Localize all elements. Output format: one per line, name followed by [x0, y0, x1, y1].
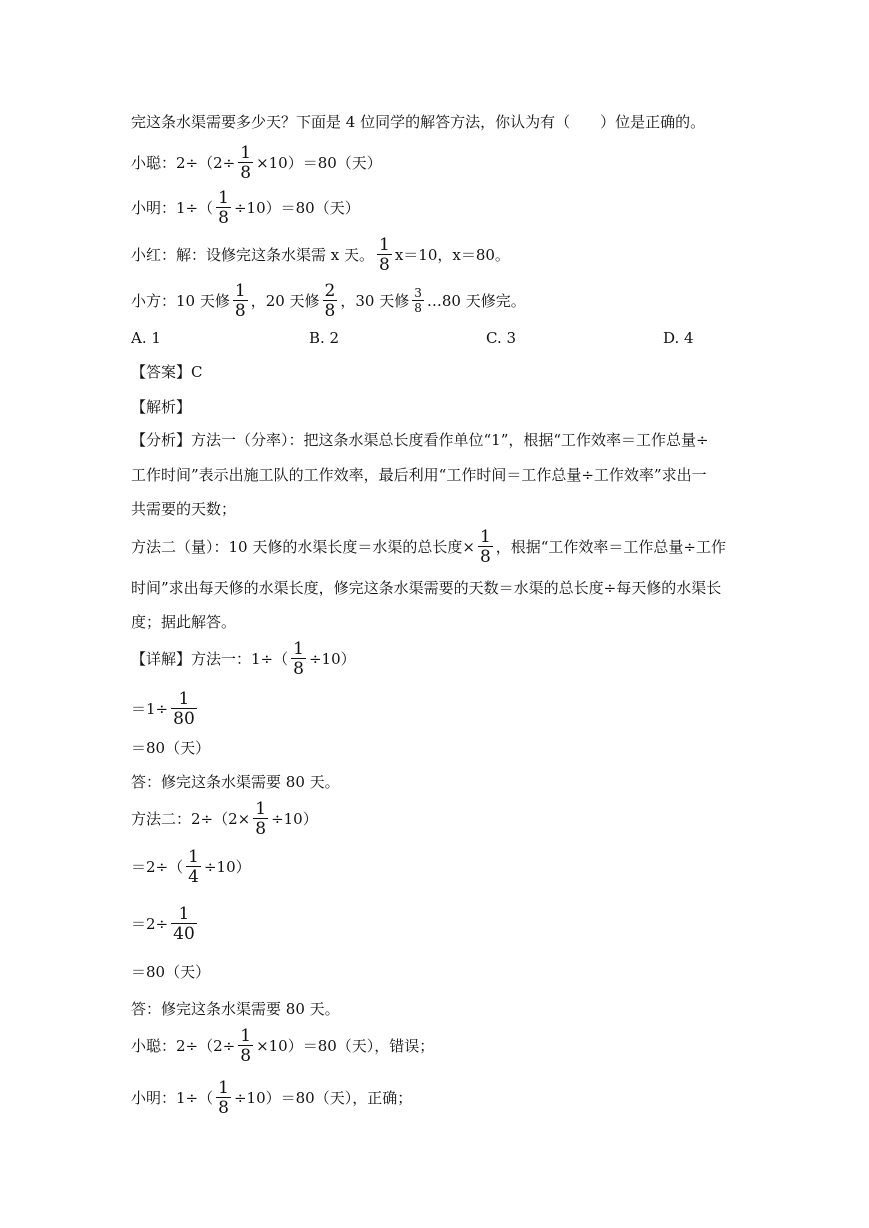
text: ＝2÷（	[131, 858, 184, 876]
detail-line	[131, 1027, 434, 1065]
method-xiaoming	[131, 189, 360, 227]
text: 答：修完这条水渠需要 80 天。	[131, 1000, 340, 1018]
text: ×10）＝80（天）	[256, 154, 382, 172]
denominator: 40	[173, 924, 195, 944]
text: ×10）＝80（天），错误；	[256, 1037, 435, 1055]
text: 小红：解：设修完这条水渠需 x 天。	[131, 246, 374, 264]
analysis-line	[131, 499, 236, 519]
denominator: 8	[240, 163, 252, 183]
detail-line	[131, 772, 340, 792]
analysis-line	[131, 465, 707, 485]
numerator: 1	[255, 799, 267, 819]
numerator: 1	[178, 904, 190, 924]
text: 小聪：2÷（2÷	[131, 1037, 236, 1055]
fraction	[238, 1027, 253, 1065]
text: 度；据此解答。	[131, 613, 237, 631]
choice-b: B. 2	[309, 329, 340, 347]
text: 【详解】方法一：1÷（	[131, 650, 289, 668]
text: ÷10）	[271, 810, 318, 828]
denominator: 8	[479, 547, 491, 567]
fraction	[186, 848, 201, 886]
denominator: 8	[324, 301, 336, 321]
fraction	[171, 690, 197, 728]
fraction	[216, 1079, 231, 1117]
analysis-line	[131, 612, 236, 632]
detail-line	[131, 962, 210, 982]
numerator: 1	[218, 188, 229, 208]
text: 答：修完这条水渠需要 80 天。	[131, 773, 340, 791]
numerator: 1	[234, 281, 246, 301]
detail-line	[131, 690, 200, 728]
fraction	[253, 800, 268, 838]
denominator: 8	[240, 1046, 252, 1066]
detail-line	[131, 800, 318, 838]
numerator: 1	[178, 689, 190, 709]
method-xiaofang	[131, 282, 526, 320]
text: 共需要的天数；	[131, 500, 237, 518]
text: ，30 天修	[340, 292, 410, 310]
analysis-heading-text: 【解析】	[131, 398, 192, 416]
denominator: 4	[188, 867, 199, 887]
fraction	[233, 282, 248, 320]
fraction	[377, 236, 392, 274]
text: 小明：1÷（	[131, 1089, 214, 1107]
text: ÷10）＝80（天），正确；	[233, 1089, 413, 1107]
answer	[131, 362, 202, 382]
fraction	[478, 528, 493, 566]
text: 方法二（量）：10 天修的水渠长度＝水渠的总长度×	[131, 538, 475, 556]
analysis-line	[131, 528, 726, 566]
detail-line	[131, 905, 200, 943]
fraction	[291, 640, 306, 678]
text: 时间”求出每天修的水渠长度，修完这条水渠需要的天数＝水渠的总长度÷每天修的水渠长	[131, 579, 722, 597]
text: 小方：10 天修	[131, 292, 230, 310]
fraction-small	[412, 287, 424, 315]
problem-intro-text: 完这条水渠需要多少天？下面是 4 位同学的解答方法，你认为有（ ）位是正确的。	[131, 113, 706, 131]
denominator: 8	[379, 255, 390, 275]
text: 小聪：2÷（2÷	[131, 154, 236, 172]
numerator: 1	[240, 1026, 252, 1046]
numerator: 1	[379, 235, 390, 255]
text: ÷10）＝80（天）	[233, 199, 360, 217]
text: 小明：1÷（	[131, 199, 214, 217]
answer-text: 【答案】C	[131, 363, 203, 381]
detail-line	[131, 848, 251, 886]
text: ＝1÷	[131, 700, 169, 718]
denominator: 8	[293, 659, 304, 679]
text: ÷10）	[308, 650, 356, 668]
text: ＝80（天）	[131, 739, 211, 757]
denominator: 8	[414, 301, 422, 315]
fraction	[323, 282, 338, 320]
analysis-heading	[131, 397, 191, 417]
denominator: 8	[234, 301, 246, 321]
denominator: 8	[255, 819, 267, 839]
detail-line	[131, 1079, 412, 1117]
denominator: 8	[218, 1098, 229, 1118]
text: ，20 天修	[250, 292, 320, 310]
choice-a: A. 1	[131, 329, 161, 347]
text: 工作时间”表示出施工队的工作效率，最后利用“工作时间＝工作总量÷工作效率”求出一	[131, 466, 707, 484]
text: ＝2÷	[131, 915, 169, 933]
analysis-line	[131, 430, 709, 450]
method-xiaohong	[131, 236, 510, 274]
text: ÷10）	[203, 858, 251, 876]
numerator: 1	[479, 527, 491, 547]
fraction	[171, 905, 197, 943]
method-xiaocong	[131, 144, 382, 182]
numerator: 1	[218, 1078, 229, 1098]
detail-line	[131, 738, 210, 758]
text: ＝80（天）	[131, 963, 211, 981]
problem-intro	[131, 112, 705, 132]
text: ，根据“工作效率＝工作总量÷工作	[495, 538, 727, 556]
text: x＝10，x＝80。	[394, 246, 510, 264]
detail-line	[131, 999, 340, 1019]
denominator: 8	[218, 208, 229, 228]
numerator: 1	[240, 143, 252, 163]
numerator: 2	[324, 281, 336, 301]
numerator: 1	[188, 847, 199, 867]
text: 方法二：2÷（2×	[131, 810, 251, 828]
numerator: 1	[293, 639, 304, 659]
choice-c: C. 3	[486, 329, 517, 347]
text: 【分析】方法一（分率）：把这条水渠总长度看作单位“1”，根据“工作效率＝工作总量÷	[131, 431, 709, 449]
detail-line	[131, 640, 356, 678]
text: …80 天修完。	[426, 292, 526, 310]
numerator: 3	[414, 286, 422, 300]
choice-d: D. 4	[663, 329, 694, 347]
denominator: 80	[173, 709, 195, 729]
analysis-line	[131, 578, 721, 598]
fraction	[216, 189, 231, 227]
fraction	[238, 144, 253, 182]
